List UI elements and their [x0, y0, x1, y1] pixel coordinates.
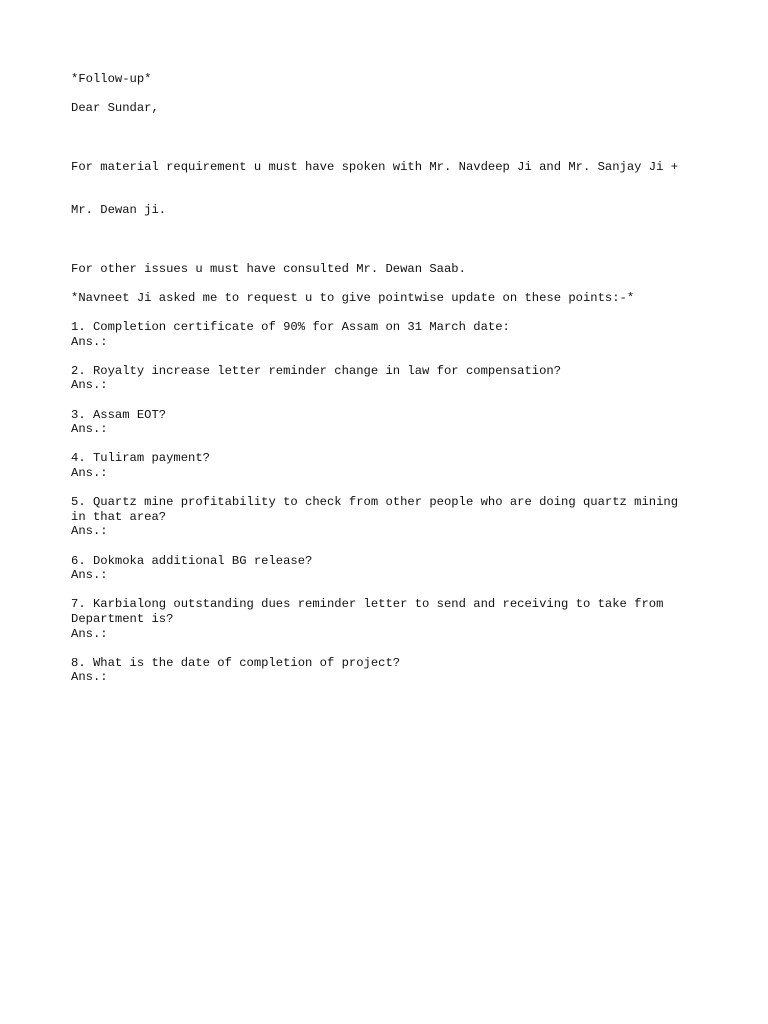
answer-label: Ans.: [71, 334, 108, 349]
question-text: 8. What is the date of completion of project? [71, 655, 401, 670]
answer-label: Ans.: [71, 466, 108, 481]
question-text: Department is? [71, 611, 174, 626]
question-text: 6. Dokmoka additional BG release? [71, 553, 313, 568]
question-item [71, 554, 711, 583]
answer-label: Ans.: [71, 670, 108, 685]
answer-label: Ans.: [71, 422, 108, 437]
paragraph-line: For material requirement u must have spoken with Mr. Navdeep Ji and Mr. Sanjay Ji + [71, 159, 679, 174]
question-item [71, 408, 711, 437]
question-text: 7. Karbialong outstanding dues reminder letter to send and receiving to take from [71, 597, 664, 612]
paragraph-material [71, 130, 711, 247]
question-text: 1. Completion certificate of 90% for Assam on 31 March date: [71, 320, 510, 335]
greeting: Dear Sundar, [71, 101, 159, 116]
question-item [71, 656, 711, 685]
question-item [71, 364, 711, 393]
document-body [71, 72, 711, 700]
document-header: *Follow-up* [71, 72, 152, 86]
question-text: 2. Royalty increase letter reminder change in law for compensation? [71, 363, 562, 378]
question-item [71, 320, 711, 349]
paragraph-issues: For other issues u must have consulted Mr. Dewan Saab. [71, 261, 466, 276]
answer-label: Ans.: [71, 626, 108, 641]
question-text: in that area? [71, 509, 167, 524]
answer-label: Ans.: [71, 568, 108, 583]
answer-label: Ans.: [71, 378, 108, 393]
question-text: 5. Quartz mine profitability to check from other people who are doing quartz mining [71, 495, 679, 510]
question-item [71, 451, 711, 480]
paragraph-line: Mr. Dewan ji. [71, 203, 167, 218]
answer-label: Ans.: [71, 524, 108, 539]
question-item [71, 495, 711, 539]
question-text: 3. Assam EOT? [71, 407, 167, 422]
question-text: 4. Tuliram payment? [71, 451, 210, 466]
question-item [71, 597, 711, 641]
request-line: *Navneet Ji asked me to request u to give pointwise update on these points:-* [71, 290, 635, 305]
